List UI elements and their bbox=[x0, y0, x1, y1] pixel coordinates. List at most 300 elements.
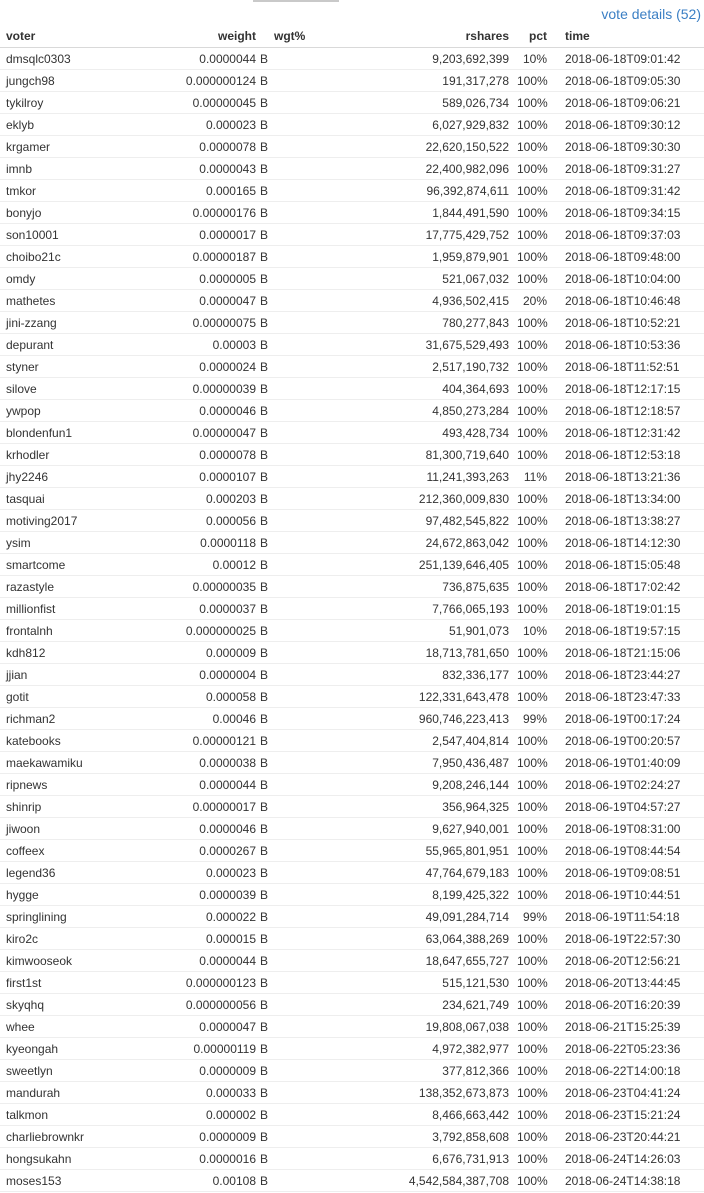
weight-unit-label: B bbox=[260, 224, 270, 246]
table-row bbox=[0, 950, 704, 972]
wgt-cell bbox=[270, 466, 324, 488]
time-cell: 2018-06-18T10:04:00 bbox=[551, 268, 704, 290]
rshares-cell: 24,672,863,042 bbox=[324, 532, 513, 554]
weight-cell: 0.0000044 bbox=[145, 950, 260, 972]
voter-cell[interactable]: jjian bbox=[0, 664, 145, 686]
time-cell: 2018-06-22T05:23:36 bbox=[551, 1038, 704, 1060]
wgt-cell bbox=[270, 862, 324, 884]
voter-cell[interactable]: bonyjo bbox=[0, 202, 145, 224]
voter-cell[interactable]: smartcome bbox=[0, 554, 145, 576]
weight-unit-label: B bbox=[260, 862, 270, 884]
rshares-cell: 18,647,655,727 bbox=[324, 950, 513, 972]
weight-cell: 0.00000047 bbox=[145, 422, 260, 444]
rshares-cell: 31,675,529,493 bbox=[324, 334, 513, 356]
wgt-cell bbox=[270, 1148, 324, 1170]
wgt-cell bbox=[270, 1060, 324, 1082]
vote-details-link[interactable]: vote details (52) bbox=[601, 6, 701, 22]
table-row bbox=[0, 48, 704, 70]
rshares-cell: 7,766,065,193 bbox=[324, 598, 513, 620]
wgt-cell bbox=[270, 422, 324, 444]
pct-cell: 100% bbox=[513, 334, 551, 356]
table-row bbox=[0, 862, 704, 884]
table-row bbox=[0, 202, 704, 224]
voter-cell[interactable]: choibo21c bbox=[0, 246, 145, 268]
rshares-cell: 19,808,067,038 bbox=[324, 1016, 513, 1038]
weight-cell: 0.000023 bbox=[145, 862, 260, 884]
weight-cell: 0.000058 bbox=[145, 686, 260, 708]
weight-unit-label: B bbox=[260, 708, 270, 730]
pct-cell: 100% bbox=[513, 972, 551, 994]
rshares-cell: 9,208,246,144 bbox=[324, 774, 513, 796]
wgt-cell bbox=[270, 664, 324, 686]
table-row bbox=[0, 1170, 704, 1192]
weight-unit-label: B bbox=[260, 246, 270, 268]
voter-cell[interactable]: millionfist bbox=[0, 598, 145, 620]
weight-unit-label: B bbox=[260, 268, 270, 290]
time-cell: 2018-06-18T09:48:00 bbox=[551, 246, 704, 268]
weight-cell: 0.0000043 bbox=[145, 158, 260, 180]
pct-cell: 99% bbox=[513, 708, 551, 730]
voter-cell[interactable]: ysim bbox=[0, 532, 145, 554]
table-row bbox=[0, 158, 704, 180]
time-cell: 2018-06-18T13:21:36 bbox=[551, 466, 704, 488]
wgt-cell bbox=[270, 488, 324, 510]
time-cell: 2018-06-20T12:56:21 bbox=[551, 950, 704, 972]
time-cell: 2018-06-18T10:46:48 bbox=[551, 290, 704, 312]
weight-unit-label: B bbox=[260, 818, 270, 840]
rshares-cell: 493,428,734 bbox=[324, 422, 513, 444]
table-row bbox=[0, 1104, 704, 1126]
voter-cell[interactable]: eklyb bbox=[0, 114, 145, 136]
pct-cell: 100% bbox=[513, 884, 551, 906]
weight-cell: 0.00108 bbox=[145, 1170, 260, 1192]
weight-cell: 0.0000016 bbox=[145, 1148, 260, 1170]
wgt-cell bbox=[270, 1082, 324, 1104]
weight-unit-label: B bbox=[260, 554, 270, 576]
time-cell: 2018-06-21T15:25:39 bbox=[551, 1016, 704, 1038]
pct-cell: 100% bbox=[513, 818, 551, 840]
wgt-cell bbox=[270, 1104, 324, 1126]
weight-cell: 0.0000046 bbox=[145, 400, 260, 422]
table-header-row bbox=[0, 25, 704, 48]
voter-cell[interactable]: tmkor bbox=[0, 180, 145, 202]
voter-cell[interactable]: omdy bbox=[0, 268, 145, 290]
rshares-cell: 122,331,643,478 bbox=[324, 686, 513, 708]
time-cell: 2018-06-22T14:00:18 bbox=[551, 1060, 704, 1082]
weight-cell: 0.000002 bbox=[145, 1104, 260, 1126]
weight-unit-label: B bbox=[260, 1126, 270, 1148]
pct-cell: 100% bbox=[513, 576, 551, 598]
table-row bbox=[0, 994, 704, 1016]
weight-cell: 0.0000267 bbox=[145, 840, 260, 862]
wgt-cell bbox=[270, 158, 324, 180]
table-row bbox=[0, 466, 704, 488]
voter-cell[interactable]: shinrip bbox=[0, 796, 145, 818]
time-cell: 2018-06-19T00:20:57 bbox=[551, 730, 704, 752]
voter-cell[interactable]: imnb bbox=[0, 158, 145, 180]
pct-cell: 100% bbox=[513, 664, 551, 686]
wgt-cell bbox=[270, 906, 324, 928]
wgt-cell bbox=[270, 114, 324, 136]
rshares-cell: 9,627,940,001 bbox=[324, 818, 513, 840]
column-header-time[interactable]: time bbox=[551, 25, 704, 48]
wgt-cell bbox=[270, 576, 324, 598]
weight-unit-label: B bbox=[260, 114, 270, 136]
time-cell: 2018-06-18T09:37:03 bbox=[551, 224, 704, 246]
weight-unit-label: B bbox=[260, 202, 270, 224]
weight-unit-label: B bbox=[260, 444, 270, 466]
weight-cell: 0.000000123 bbox=[145, 972, 260, 994]
voter-cell[interactable]: hongsukahn bbox=[0, 1148, 145, 1170]
pct-cell: 100% bbox=[513, 928, 551, 950]
weight-cell: 0.00000035 bbox=[145, 576, 260, 598]
weight-unit-label: B bbox=[260, 312, 270, 334]
rshares-cell: 1,844,491,590 bbox=[324, 202, 513, 224]
votes-table-body bbox=[0, 48, 704, 1192]
table-row bbox=[0, 1082, 704, 1104]
rshares-cell: 2,547,404,814 bbox=[324, 730, 513, 752]
rshares-cell: 96,392,874,611 bbox=[324, 180, 513, 202]
table-row bbox=[0, 708, 704, 730]
wgt-cell bbox=[270, 686, 324, 708]
wgt-cell bbox=[270, 928, 324, 950]
time-cell: 2018-06-18T15:05:48 bbox=[551, 554, 704, 576]
wgt-cell bbox=[270, 598, 324, 620]
table-row bbox=[0, 1016, 704, 1038]
time-cell: 2018-06-19T04:57:27 bbox=[551, 796, 704, 818]
wgt-cell bbox=[270, 224, 324, 246]
wgt-cell bbox=[270, 532, 324, 554]
pct-cell: 100% bbox=[513, 1104, 551, 1126]
weight-cell: 0.00000119 bbox=[145, 1038, 260, 1060]
wgt-cell bbox=[270, 70, 324, 92]
wgt-cell bbox=[270, 752, 324, 774]
rshares-cell: 8,466,663,442 bbox=[324, 1104, 513, 1126]
voter-cell[interactable]: jungch98 bbox=[0, 70, 145, 92]
voter-cell[interactable]: legend36 bbox=[0, 862, 145, 884]
time-cell: 2018-06-18T19:57:15 bbox=[551, 620, 704, 642]
voter-cell[interactable]: kyeongah bbox=[0, 1038, 145, 1060]
weight-cell: 0.0000046 bbox=[145, 818, 260, 840]
pct-cell: 100% bbox=[513, 532, 551, 554]
rshares-cell: 234,621,749 bbox=[324, 994, 513, 1016]
time-cell: 2018-06-18T10:53:36 bbox=[551, 334, 704, 356]
rshares-cell: 4,936,502,415 bbox=[324, 290, 513, 312]
wgt-cell bbox=[270, 400, 324, 422]
rshares-cell: 63,064,388,269 bbox=[324, 928, 513, 950]
wgt-cell bbox=[270, 510, 324, 532]
voter-cell[interactable]: silove bbox=[0, 378, 145, 400]
wgt-cell bbox=[270, 554, 324, 576]
pct-cell: 100% bbox=[513, 70, 551, 92]
votes-table bbox=[0, 25, 704, 1192]
time-cell: 2018-06-18T17:02:42 bbox=[551, 576, 704, 598]
weight-cell: 0.00000017 bbox=[145, 796, 260, 818]
weight-unit-label: B bbox=[260, 884, 270, 906]
pct-cell: 11% bbox=[513, 466, 551, 488]
rshares-cell: 960,746,223,413 bbox=[324, 708, 513, 730]
time-cell: 2018-06-19T08:31:00 bbox=[551, 818, 704, 840]
pct-cell: 100% bbox=[513, 356, 551, 378]
weight-unit-label: B bbox=[260, 180, 270, 202]
voter-cell[interactable]: ripnews bbox=[0, 774, 145, 796]
pct-cell: 99% bbox=[513, 906, 551, 928]
voter-cell[interactable]: krgamer bbox=[0, 136, 145, 158]
rshares-cell: 22,620,150,522 bbox=[324, 136, 513, 158]
time-cell: 2018-06-18T13:34:00 bbox=[551, 488, 704, 510]
rshares-cell: 138,352,673,873 bbox=[324, 1082, 513, 1104]
pct-cell: 100% bbox=[513, 180, 551, 202]
rshares-cell: 6,027,929,832 bbox=[324, 114, 513, 136]
weight-cell: 0.000000025 bbox=[145, 620, 260, 642]
weight-unit-label: B bbox=[260, 1038, 270, 1060]
weight-cell: 0.00003 bbox=[145, 334, 260, 356]
voter-cell[interactable]: kdh812 bbox=[0, 642, 145, 664]
time-cell: 2018-06-18T12:17:15 bbox=[551, 378, 704, 400]
voter-cell[interactable]: razastyle bbox=[0, 576, 145, 598]
wgt-cell bbox=[270, 378, 324, 400]
weight-unit-label: B bbox=[260, 158, 270, 180]
rshares-cell: 404,364,693 bbox=[324, 378, 513, 400]
voter-cell[interactable]: mandurah bbox=[0, 1082, 145, 1104]
pct-cell: 100% bbox=[513, 246, 551, 268]
wgt-cell bbox=[270, 642, 324, 664]
rshares-cell: 11,241,393,263 bbox=[324, 466, 513, 488]
voter-cell[interactable]: first1st bbox=[0, 972, 145, 994]
wgt-cell bbox=[270, 774, 324, 796]
voter-cell[interactable]: maekawamiku bbox=[0, 752, 145, 774]
table-row bbox=[0, 510, 704, 532]
pct-cell: 100% bbox=[513, 136, 551, 158]
voter-cell[interactable]: blondenfun1 bbox=[0, 422, 145, 444]
time-cell: 2018-06-18T23:44:27 bbox=[551, 664, 704, 686]
weight-cell: 0.000203 bbox=[145, 488, 260, 510]
voter-cell[interactable]: dmsqlc0303 bbox=[0, 48, 145, 70]
weight-unit-label: B bbox=[260, 972, 270, 994]
table-row bbox=[0, 444, 704, 466]
column-header-rshares[interactable]: rshares bbox=[324, 25, 513, 48]
voter-cell[interactable]: springlining bbox=[0, 906, 145, 928]
wgt-cell bbox=[270, 268, 324, 290]
time-cell: 2018-06-19T00:17:24 bbox=[551, 708, 704, 730]
voter-cell[interactable]: styner bbox=[0, 356, 145, 378]
rshares-cell: 4,850,273,284 bbox=[324, 400, 513, 422]
voter-cell[interactable]: son10001 bbox=[0, 224, 145, 246]
table-row bbox=[0, 730, 704, 752]
weight-cell: 0.00000176 bbox=[145, 202, 260, 224]
table-row bbox=[0, 884, 704, 906]
voter-cell[interactable]: jhy2246 bbox=[0, 466, 145, 488]
column-header-wgt[interactable]: wgt% bbox=[270, 25, 324, 48]
rshares-cell: 832,336,177 bbox=[324, 664, 513, 686]
wgt-cell bbox=[270, 136, 324, 158]
weight-cell: 0.000033 bbox=[145, 1082, 260, 1104]
table-row bbox=[0, 1038, 704, 1060]
column-header-pct[interactable]: pct bbox=[513, 25, 551, 48]
voter-cell[interactable]: tykilroy bbox=[0, 92, 145, 114]
wgt-cell bbox=[270, 1016, 324, 1038]
pct-cell: 100% bbox=[513, 488, 551, 510]
weight-unit-label: B bbox=[260, 598, 270, 620]
time-cell: 2018-06-19T10:44:51 bbox=[551, 884, 704, 906]
weight-cell: 0.0000047 bbox=[145, 1016, 260, 1038]
time-cell: 2018-06-23T20:44:21 bbox=[551, 1126, 704, 1148]
weight-unit-label: B bbox=[260, 730, 270, 752]
time-cell: 2018-06-18T14:12:30 bbox=[551, 532, 704, 554]
voter-cell[interactable]: tasquai bbox=[0, 488, 145, 510]
voter-cell[interactable]: mathetes bbox=[0, 290, 145, 312]
weight-unit-label: B bbox=[260, 840, 270, 862]
voter-cell[interactable]: talkmon bbox=[0, 1104, 145, 1126]
weight-unit-label: B bbox=[260, 686, 270, 708]
table-row bbox=[0, 840, 704, 862]
time-cell: 2018-06-18T12:31:42 bbox=[551, 422, 704, 444]
weight-cell: 0.0000118 bbox=[145, 532, 260, 554]
weight-unit-label: B bbox=[260, 1148, 270, 1170]
weight-unit-label: B bbox=[260, 136, 270, 158]
pct-cell: 100% bbox=[513, 158, 551, 180]
weight-cell: 0.0000044 bbox=[145, 48, 260, 70]
pct-cell: 100% bbox=[513, 1126, 551, 1148]
table-row bbox=[0, 1060, 704, 1082]
weight-unit-label: B bbox=[260, 620, 270, 642]
rshares-cell: 377,812,366 bbox=[324, 1060, 513, 1082]
weight-unit-label: B bbox=[260, 510, 270, 532]
rshares-cell: 18,713,781,650 bbox=[324, 642, 513, 664]
weight-unit-label: B bbox=[260, 356, 270, 378]
time-cell: 2018-06-18T09:05:30 bbox=[551, 70, 704, 92]
pct-cell: 100% bbox=[513, 1148, 551, 1170]
voter-cell[interactable]: katebooks bbox=[0, 730, 145, 752]
rshares-cell: 9,203,692,399 bbox=[324, 48, 513, 70]
voter-cell[interactable]: whee bbox=[0, 1016, 145, 1038]
wgt-cell bbox=[270, 620, 324, 642]
rshares-cell: 22,400,982,096 bbox=[324, 158, 513, 180]
weight-cell: 0.0000039 bbox=[145, 884, 260, 906]
weight-unit-label: B bbox=[260, 950, 270, 972]
table-row bbox=[0, 224, 704, 246]
voter-cell[interactable]: skyqhq bbox=[0, 994, 145, 1016]
wgt-cell bbox=[270, 312, 324, 334]
weight-cell: 0.00000075 bbox=[145, 312, 260, 334]
voter-cell[interactable]: coffeex bbox=[0, 840, 145, 862]
table-row bbox=[0, 774, 704, 796]
weight-cell: 0.0000047 bbox=[145, 290, 260, 312]
pct-cell: 100% bbox=[513, 1060, 551, 1082]
time-cell: 2018-06-18T21:15:06 bbox=[551, 642, 704, 664]
rshares-cell: 49,091,284,714 bbox=[324, 906, 513, 928]
weight-cell: 0.0000024 bbox=[145, 356, 260, 378]
rshares-cell: 4,542,584,387,708 bbox=[324, 1170, 513, 1192]
wgt-cell bbox=[270, 48, 324, 70]
column-header-weight[interactable]: weight bbox=[145, 25, 260, 48]
voter-cell[interactable]: depurant bbox=[0, 334, 145, 356]
time-cell: 2018-06-18T09:30:30 bbox=[551, 136, 704, 158]
weight-unit-label: B bbox=[260, 1060, 270, 1082]
voter-cell[interactable]: kimwooseok bbox=[0, 950, 145, 972]
pct-cell: 100% bbox=[513, 950, 551, 972]
table-row bbox=[0, 906, 704, 928]
wgt-cell bbox=[270, 708, 324, 730]
table-row bbox=[0, 796, 704, 818]
weight-cell: 0.00012 bbox=[145, 554, 260, 576]
time-cell: 2018-06-18T23:47:33 bbox=[551, 686, 704, 708]
table-row bbox=[0, 686, 704, 708]
rshares-cell: 81,300,719,640 bbox=[324, 444, 513, 466]
voter-cell[interactable]: motiving2017 bbox=[0, 510, 145, 532]
pct-cell: 100% bbox=[513, 686, 551, 708]
rshares-cell: 17,775,429,752 bbox=[324, 224, 513, 246]
rshares-cell: 51,901,073 bbox=[324, 620, 513, 642]
column-header-voter[interactable]: voter bbox=[0, 25, 145, 48]
pct-cell: 10% bbox=[513, 48, 551, 70]
voter-cell[interactable]: ywpop bbox=[0, 400, 145, 422]
table-row bbox=[0, 312, 704, 334]
weight-cell: 0.0000038 bbox=[145, 752, 260, 774]
voter-cell[interactable]: jini-zzang bbox=[0, 312, 145, 334]
weight-cell: 0.0000009 bbox=[145, 1126, 260, 1148]
weight-unit-label: B bbox=[260, 334, 270, 356]
table-row bbox=[0, 136, 704, 158]
weight-cell: 0.00000039 bbox=[145, 378, 260, 400]
rshares-cell: 191,317,278 bbox=[324, 70, 513, 92]
weight-unit-label: B bbox=[260, 92, 270, 114]
voter-cell[interactable]: krhodler bbox=[0, 444, 145, 466]
weight-cell: 0.00046 bbox=[145, 708, 260, 730]
weight-cell: 0.0000017 bbox=[145, 224, 260, 246]
pct-cell: 10% bbox=[513, 620, 551, 642]
voter-cell[interactable]: sweetlyn bbox=[0, 1060, 145, 1082]
weight-cell: 0.000023 bbox=[145, 114, 260, 136]
weight-unit-label: B bbox=[260, 1016, 270, 1038]
voter-cell[interactable]: gotit bbox=[0, 686, 145, 708]
table-row bbox=[0, 818, 704, 840]
voter-cell[interactable]: kiro2c bbox=[0, 928, 145, 950]
table-row bbox=[0, 246, 704, 268]
table-row bbox=[0, 972, 704, 994]
weight-unit-label: B bbox=[260, 1082, 270, 1104]
rshares-cell: 521,067,032 bbox=[324, 268, 513, 290]
voter-cell[interactable]: hygge bbox=[0, 884, 145, 906]
table-row bbox=[0, 422, 704, 444]
time-cell: 2018-06-19T02:24:27 bbox=[551, 774, 704, 796]
weight-unit-label: B bbox=[260, 422, 270, 444]
weight-cell: 0.0000037 bbox=[145, 598, 260, 620]
pct-cell: 100% bbox=[513, 312, 551, 334]
wgt-cell bbox=[270, 730, 324, 752]
wgt-cell bbox=[270, 202, 324, 224]
voter-cell[interactable]: frontalnh bbox=[0, 620, 145, 642]
column-header-unit bbox=[260, 25, 270, 48]
pct-cell: 100% bbox=[513, 796, 551, 818]
table-row bbox=[0, 334, 704, 356]
pct-cell: 100% bbox=[513, 1016, 551, 1038]
pct-cell: 100% bbox=[513, 994, 551, 1016]
wgt-cell bbox=[270, 796, 324, 818]
rshares-cell: 1,959,879,901 bbox=[324, 246, 513, 268]
voter-cell[interactable]: charliebrownkr bbox=[0, 1126, 145, 1148]
table-row bbox=[0, 576, 704, 598]
pct-cell: 100% bbox=[513, 840, 551, 862]
voter-cell[interactable]: moses153 bbox=[0, 1170, 145, 1192]
voter-cell[interactable]: richman2 bbox=[0, 708, 145, 730]
wgt-cell bbox=[270, 950, 324, 972]
wgt-cell bbox=[270, 290, 324, 312]
time-cell: 2018-06-19T22:57:30 bbox=[551, 928, 704, 950]
wgt-cell bbox=[270, 1038, 324, 1060]
voter-cell[interactable]: jiwoon bbox=[0, 818, 145, 840]
time-cell: 2018-06-18T09:06:21 bbox=[551, 92, 704, 114]
